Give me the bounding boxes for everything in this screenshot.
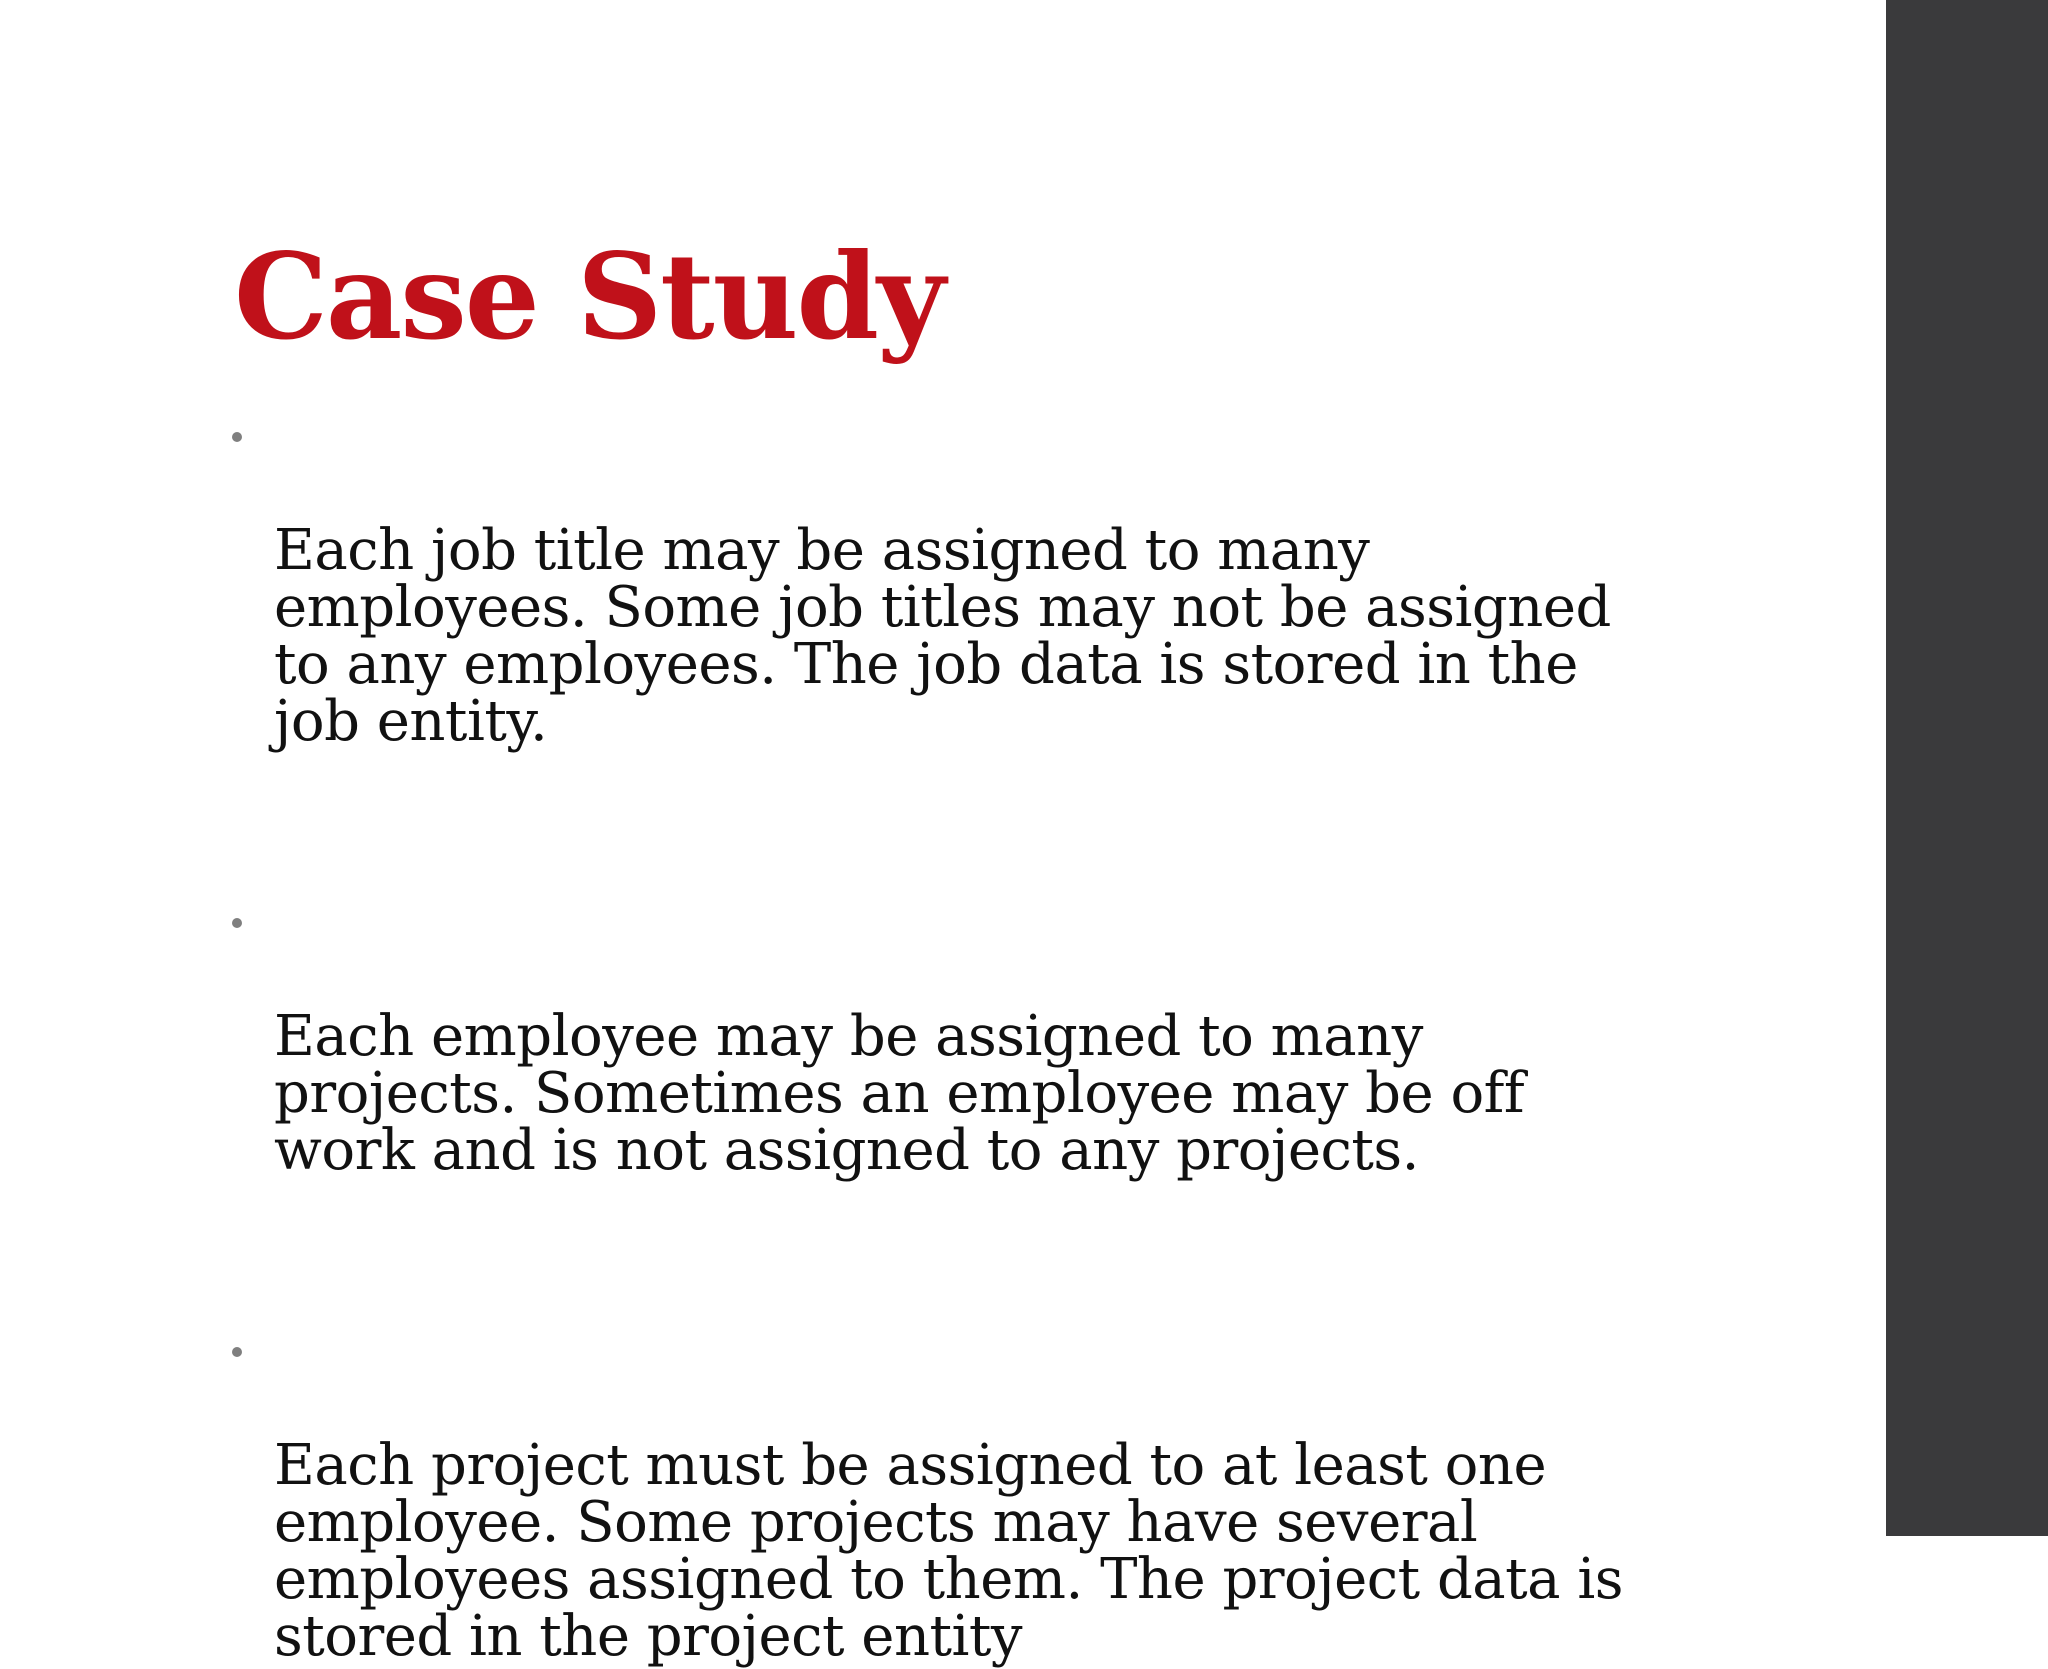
bullet-text: Each project must be assigned to at least one employee. Some projects may have several employees assigned to them. The project data is stored in the project entity	[274, 1433, 1624, 1669]
bullet-list	[228, 408, 1648, 1669]
bullet-item	[228, 408, 1648, 754]
bullet-marker-icon	[232, 1347, 242, 1357]
bullet-text: Each job title may be assigned to many employees. Some job titles may not be assigned to any employees. The job data is stored in the job entity.	[274, 518, 1611, 754]
bullet-text: Each employee may be assigned to many projects. Sometimes an employee may be off work and is not assigned to any projects.	[274, 1004, 1525, 1183]
bullet-marker-icon	[232, 918, 242, 928]
bullet-marker-icon	[232, 432, 242, 442]
side-accent-bar	[1886, 0, 2048, 1536]
bullet-item	[228, 1323, 1648, 1669]
slide-title: Case Study	[234, 227, 944, 366]
bullet-item	[228, 894, 1648, 1183]
